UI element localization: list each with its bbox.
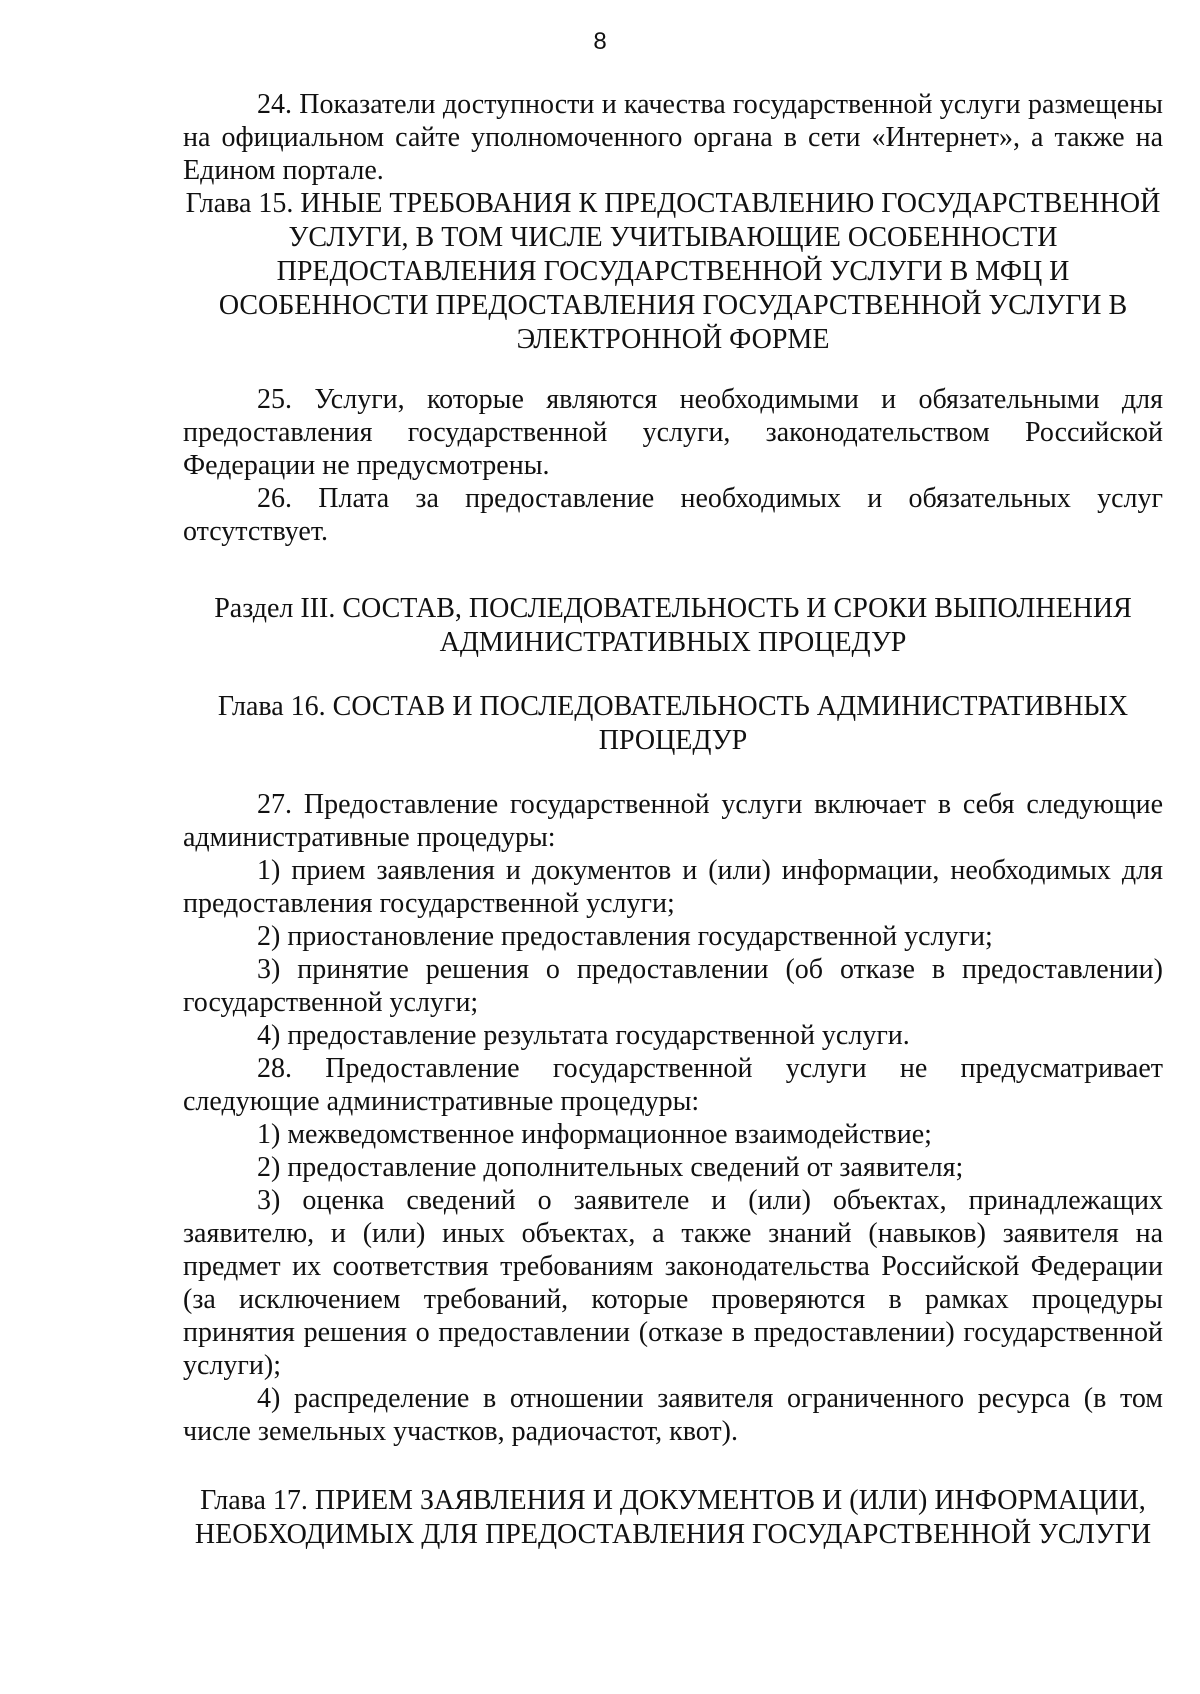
chapter-15-heading: Глава 15. ИНЫЕ ТРЕБОВАНИЯ К ПРЕДОСТАВЛЕНИЮ ГОСУДАРСТВЕННОЙ УСЛУГИ, В ТОМ ЧИСЛЕ УЧИТЫВАЮЩИЕ ОСОБЕННОСТИ ПРЕДОСТАВЛЕНИЯ ГОСУДАРСТВЕННОЙ УСЛУГИ В МФЦ И ОСОБЕННОСТИ ПРЕДОСТАВЛЕНИЯ ГОСУДАРСТВЕННОЙ УСЛУГИ В ЭЛЕКТРОННОЙ ФОРМЕ [185,188,1161,355]
paragraph-26: 26. Плата за предоставление необходимых и обязательных услуг отсутствует. [183,483,1163,547]
section-3-heading: Раздел III. СОСТАВ, ПОСЛЕДОВАТЕЛЬНОСТЬ И СРОКИ ВЫПОЛНЕНИЯ АДМИНИСТРАТИВНЫХ ПРОЦЕДУР [214,593,1132,658]
paragraph-27-item-1: 1) прием заявления и документов и (или) информации, необходимых для предоставления государственной услуги; [183,855,1163,919]
paragraph-28-item-3: 3) оценка сведений о заявителе и (или) объектах, принадлежащих заявителю, и (или) иных объектах, а также знаний (навыков) заявителя на предмет их соответствия требованиям законодательства Российской Федерации (за исключением требований, которые проверяются в рамках процедуры принятия решения о предоставлении (отказе в предоставлении) государственной услуги); [183,1185,1163,1381]
chapter-17-heading: Глава 17. ПРИЕМ ЗАЯВЛЕНИЯ И ДОКУМЕНТОВ И (ИЛИ) ИНФОРМАЦИИ, НЕОБХОДИМЫХ ДЛЯ ПРЕДОСТАВЛЕНИЯ ГОСУДАРСТВЕННОЙ УСЛУГИ [194,1485,1152,1550]
page-number: 8 [593,28,607,55]
paragraph-27-item-2: 2) приостановление предоставления государственной услуги; [257,921,993,952]
paragraph-28-item-4: 4) распределение в отношении заявителя ограниченного ресурса (в том числе земельных участков, радиочастот, квот). [183,1383,1163,1447]
paragraph-24: 24. Показатели доступности и качества государственной услуги размещены на официальном сайте уполномоченного органа в сети «Интернет», а также на Едином портале. [183,89,1163,186]
paragraph-27: 27. Предоставление государственной услуги включает в себя следующие административные процедуры: [183,789,1163,853]
paragraph-25: 25. Услуги, которые являются необходимыми и обязательными для предоставления государственной услуги, законодательством Российской Федерации не предусмотрены. [183,384,1163,481]
paragraph-27-item-4: 4) предоставление результата государственной услуги. [257,1020,910,1051]
chapter-16-heading: Глава 16. СОСТАВ И ПОСЛЕДОВАТЕЛЬНОСТЬ АДМИНИСТРАТИВНЫХ ПРОЦЕДУР [217,691,1129,756]
paragraph-28-item-1: 1) межведомственное информационное взаимодействие; [257,1119,932,1150]
paragraph-27-item-3: 3) принятие решения о предоставлении (об отказе в предоставлении) государственной услуги; [183,954,1163,1018]
document-body [183,88,1163,1552]
paragraph-28-item-2: 2) предоставление дополнительных сведений от заявителя; [257,1152,964,1183]
paragraph-28: 28. Предоставление государственной услуги не предусматривает следующие административные процедуры: [183,1053,1163,1117]
